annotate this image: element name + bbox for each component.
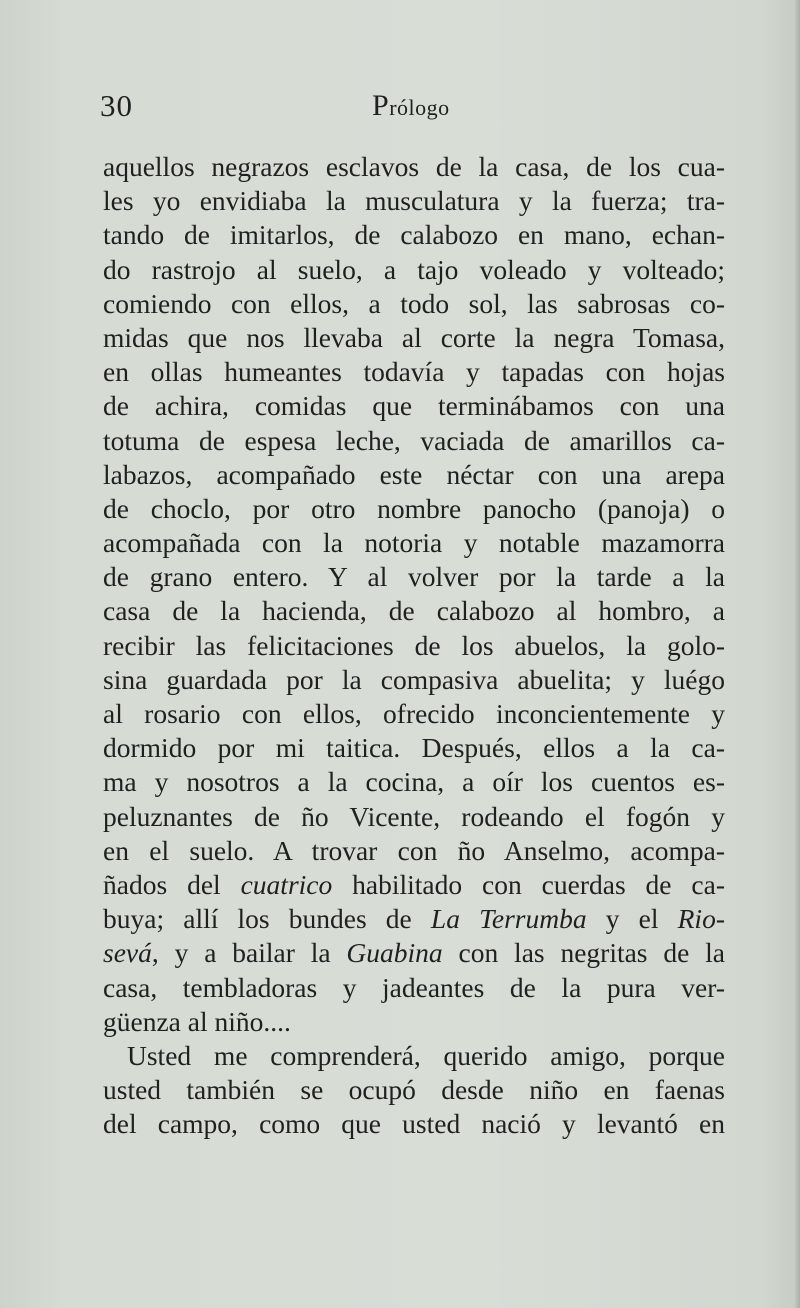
text-line: labazos, acompañado este néctar con una arepa	[103, 458, 725, 490]
text-line: de choclo, por otro nombre panocho (panoja) o	[103, 492, 725, 524]
text-line: del campo, como que usted nació y levantó en	[103, 1108, 725, 1140]
running-title-initial: P	[372, 89, 390, 122]
text-segment: ñados del	[103, 868, 241, 900]
text-line: dormido por mi taitica. Después, ellos a la ca-	[103, 732, 725, 764]
text-line: casa de la hacienda, de calabozo al hombro, a	[103, 595, 725, 627]
italic-term: La Terrumba	[430, 903, 587, 935]
text-line: totuma de espesa leche, vaciada de amarillos ca-	[103, 424, 725, 456]
text-line	[103, 868, 725, 902]
page-number: 30	[100, 88, 133, 123]
page-header	[100, 88, 720, 128]
text-line: do rastrojo al suelo, a tajo voleado y volteado;	[103, 253, 725, 285]
italic-term: cuatrico	[240, 868, 333, 900]
body-text	[103, 150, 725, 1141]
text-segment: y el	[586, 903, 678, 935]
text-segment: habilitado con cuerdas de ca-	[332, 868, 725, 900]
text-line: casa, tembladoras y jadeantes de la pura ver-	[103, 971, 725, 1003]
text-line: ma y nosotros a la cocina, a oír los cuentos es-	[103, 766, 725, 798]
text-line: recibir las felicitaciones de los abuelos, la golo-	[103, 629, 725, 661]
text-line	[103, 902, 725, 936]
text-line: comiendo con ellos, a todo sol, las sabrosas co-	[103, 287, 725, 319]
text-line: midas que nos llevaba al corte la negra Tomasa,	[103, 321, 725, 353]
page-edge-shadow	[794, 0, 800, 1308]
text-segment: buya; allí los bundes de	[103, 903, 431, 935]
text-line: de grano entero. Y al volver por la tarde a la	[103, 561, 725, 593]
running-title	[372, 88, 450, 126]
paragraph-start-line: Usted me comprenderá, querido amigo, porque	[127, 1039, 725, 1071]
italic-term: Guabina	[346, 937, 443, 969]
paragraph-end-line: güenza al niño....	[103, 1005, 291, 1037]
italic-term: Rio-	[677, 903, 725, 935]
running-title-rest: rólogo	[389, 95, 450, 120]
text-line: aquellos negrazos esclavos de la casa, de los cua-	[103, 151, 725, 182]
text-line: de achira, comidas que terminábamos con una	[103, 390, 725, 422]
text-line: sina guardada por la compasiva abuelita; y luégo	[103, 663, 725, 695]
text-line: en el suelo. A trovar con ño Anselmo, acompa-	[103, 834, 725, 866]
text-line: en ollas humeantes todavía y tapadas con hojas	[103, 356, 725, 388]
italic-term: sevá	[103, 937, 152, 969]
text-line: usted también se ocupó desde niño en faenas	[103, 1074, 725, 1106]
text-line: les yo envidiaba la musculatura y la fuerza; tra-	[103, 185, 725, 217]
text-line: tando de imitarlos, de calabozo en mano, echan-	[103, 219, 725, 251]
text-line: peluznantes de ño Vicente, rodeando el fogón y	[103, 800, 725, 832]
text-line: acompañada con la notoria y notable mazamorra	[103, 527, 725, 559]
text-segment: con las negritas de la	[442, 937, 726, 969]
text-line: al rosario con ellos, ofrecido inconcientemente y	[103, 698, 725, 729]
text-segment: , y a bailar la	[151, 937, 347, 969]
text-line	[103, 936, 725, 970]
